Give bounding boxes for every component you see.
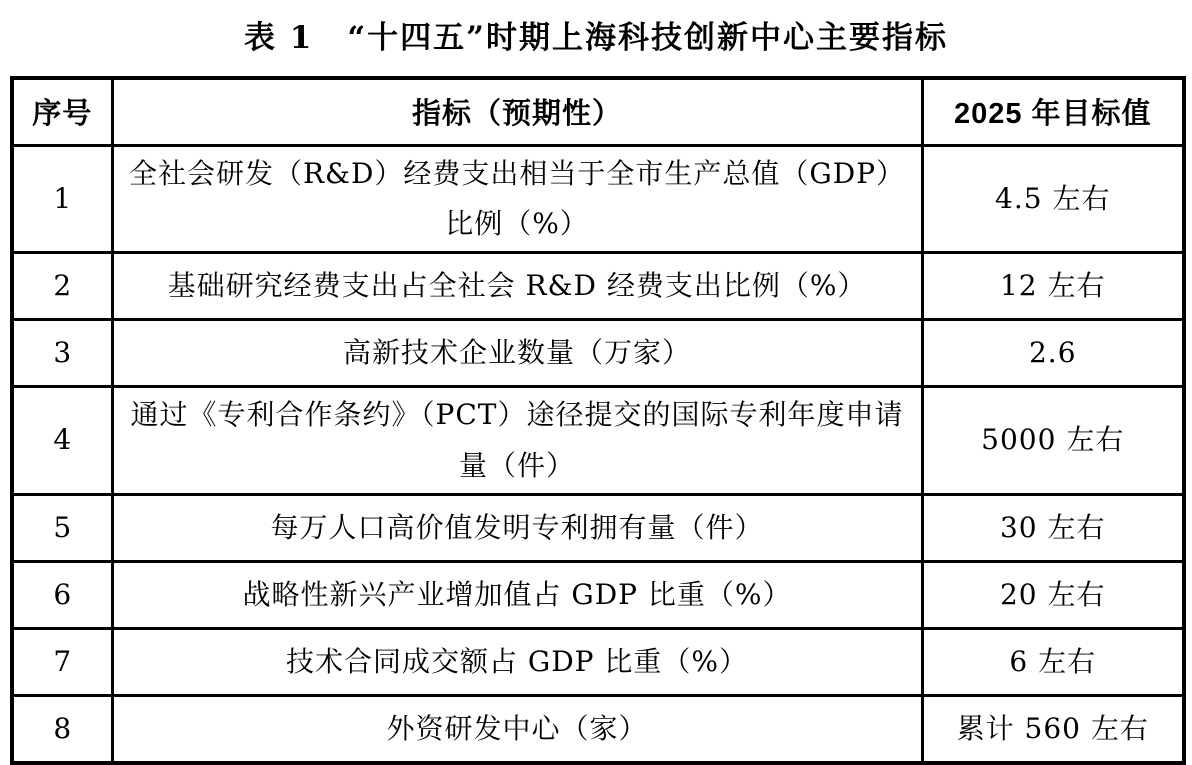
- target-value-cell: 4.5 左右: [922, 145, 1184, 253]
- row-number: 2: [12, 253, 112, 320]
- target-value-cell: 累计 560 左右: [922, 696, 1184, 763]
- table-row: [12, 145, 1184, 253]
- row-number: 1: [12, 145, 112, 253]
- target-value-cell: 5000 左右: [922, 387, 1184, 495]
- indicator-cell: 战略性新兴产业增加值占 GDP 比重（%）: [112, 562, 922, 629]
- column-header-indicator: 指标（预期性）: [112, 78, 922, 145]
- table-title: [0, 12, 1192, 57]
- target-value-cell: 12 左右: [922, 253, 1184, 320]
- indicators-table: [10, 76, 1186, 765]
- table-row: [12, 387, 1184, 495]
- row-number: 7: [12, 629, 112, 696]
- indicator-cell: 全社会研发（R&D）经费支出相当于全市生产总值（GDP）比例（%）: [112, 145, 922, 253]
- table-row: [12, 629, 1184, 696]
- indicator-cell: 通过《专利合作条约》（PCT）途径提交的国际专利年度申请量（件）: [112, 387, 922, 495]
- row-number: 3: [12, 320, 112, 387]
- indicator-cell: 每万人口高价值发明专利拥有量（件）: [112, 495, 922, 562]
- table-title-text: “十四五”时期上海科技创新中心主要指标: [347, 20, 949, 56]
- row-number: 5: [12, 495, 112, 562]
- column-header-no: 序号: [12, 78, 112, 145]
- target-value-cell: 30 左右: [922, 495, 1184, 562]
- target-value-cell: 20 左右: [922, 562, 1184, 629]
- table-row: [12, 495, 1184, 562]
- table-row: [12, 320, 1184, 387]
- table-number-label: 表 1: [243, 20, 314, 56]
- indicator-cell: 高新技术企业数量（万家）: [112, 320, 922, 387]
- indicator-cell: 技术合同成交额占 GDP 比重（%）: [112, 629, 922, 696]
- row-number: 8: [12, 696, 112, 763]
- row-number: 6: [12, 562, 112, 629]
- target-value-cell: 2.6: [922, 320, 1184, 387]
- table-row: [12, 253, 1184, 320]
- table-row: [12, 696, 1184, 763]
- indicator-cell: 基础研究经费支出占全社会 R&D 经费支出比例（%）: [112, 253, 922, 320]
- table-header-row: [12, 78, 1184, 145]
- column-header-target: 2025 年目标值: [922, 78, 1184, 145]
- table-row: [12, 562, 1184, 629]
- target-value-cell: 6 左右: [922, 629, 1184, 696]
- row-number: 4: [12, 387, 112, 495]
- indicator-cell: 外资研发中心（家）: [112, 696, 922, 763]
